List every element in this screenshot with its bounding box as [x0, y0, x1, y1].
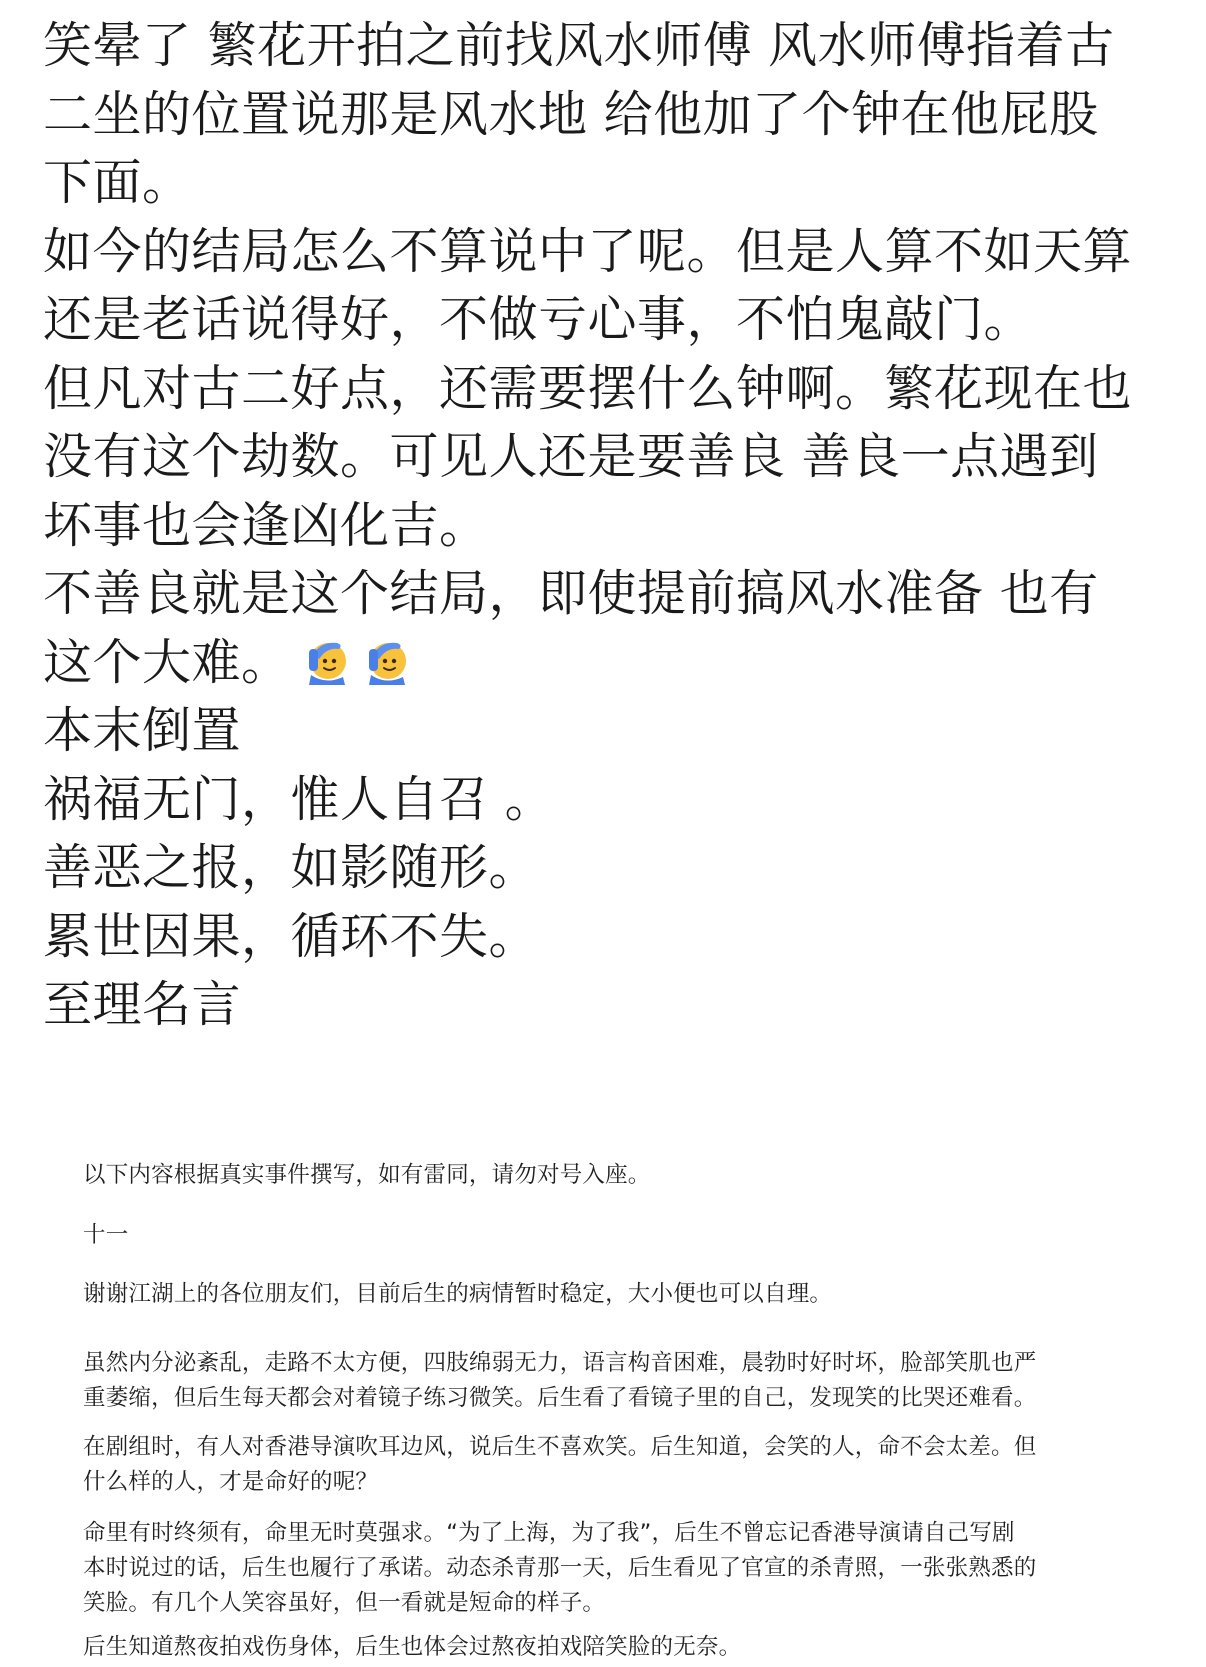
post-line: 二坐的位置说那是风水地 给他加了个钟在他屁股 [43, 85, 1099, 143]
post-line: 下面。 [43, 154, 192, 211]
post-line: 不善良就是这个结局，即使提前搞风水准备 也有 [43, 565, 1099, 622]
post-line: 善恶之报，如影随形。 [43, 839, 539, 896]
post-text [43, 12, 1183, 1040]
post-line: 笑晕了 繁花开拍之前找风水师傅 风水师傅指着古 [43, 17, 1115, 74]
article-paragraph: 后生知道熬夜拍戏伤身体，后生也体会过熬夜拍戏陪笑脸的无奈。 [83, 1634, 742, 1660]
post-line: 祸福无门，惟人自召 。 [43, 770, 555, 828]
disclaimer: 以下内容根据真实事件撰写，如有雷同，请勿对号入座。 [83, 1162, 651, 1188]
article-paragraph: 在剧组时，有人对香港导演吹耳边风，说后生不喜欢笑。后生知道，会笑的人，命不会太差。但 什么样的人，才是命好的呢？ [83, 1434, 1037, 1495]
post-line: 本末倒置 [43, 702, 242, 759]
post-line-with-emoji [43, 629, 1183, 698]
post-line: 至理名言 [43, 976, 242, 1033]
chapter-number: 十一 [83, 1222, 129, 1248]
article-paragraph: 谢谢江湖上的各位朋友们，目前后生的病情暂时稳定，大小便也可以自理。 [83, 1281, 833, 1307]
article-paragraph: 虽然内分泌紊乱，走路不太方便，四肢绵弱无力，语言构音困难，晨勃时好时坏，脸部笑肌也严 重萎缩，但后生每天都会对着镜子练习微笑。后生看了看镜子里的自己，发现笑的比哭还难看。 [83, 1350, 1037, 1411]
post-line: 还是老话说得好，不做亏心事，不怕鬼敲门。 [43, 291, 1034, 348]
embedded-article-screenshot [0, 1120, 1206, 1667]
post-line: 但凡对古二好点，还需要摆什么钟啊。繁花现在也 [43, 359, 1133, 417]
post-line: 没有这个劫数。可见人还是要善良 善良一点遇到 [43, 428, 1099, 485]
post-line: 坏事也会逢凶化吉。 [43, 496, 489, 554]
article-paragraph: 命里有时终须有，命里无时莫强求。“为了上海，为了我”，后生不曾忘记香港导演请自己写剧 本时说过的话，后生也履行了承诺。动态杀青那一天，后生看见了官宣的杀青照，一张张熟悉的 笑脸。有几个人笑容虽好，但一看就是短命的样子。 [83, 1520, 1037, 1616]
post-line: 累世因果，循环不失。 [43, 907, 539, 965]
saluting-face-icon [361, 635, 411, 685]
saluting-face-icon [301, 635, 351, 685]
post-line: 如今的结局怎么不算说中了呢。但是人算不如天算 [43, 222, 1133, 280]
post-line-text: 这个大难。 [43, 633, 291, 691]
